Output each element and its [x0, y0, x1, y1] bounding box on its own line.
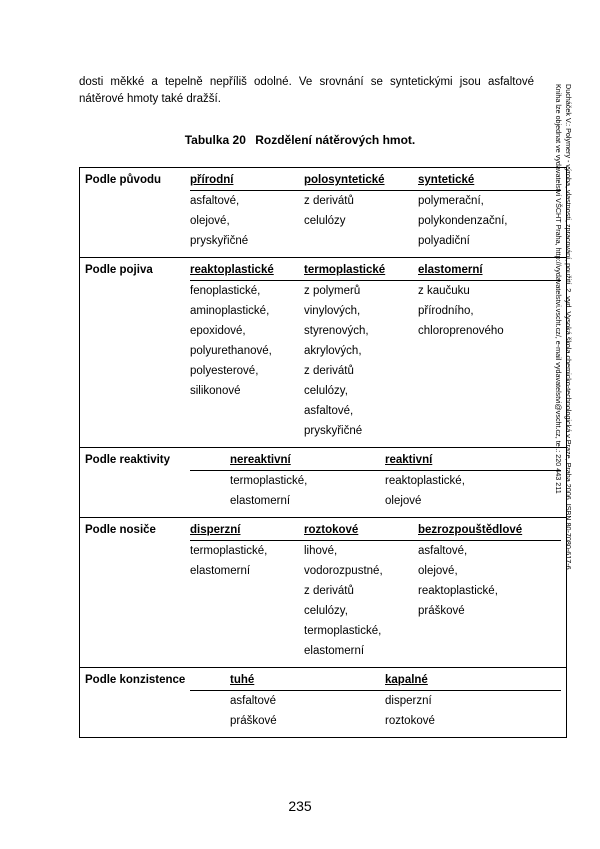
cell-value: celulózy,: [304, 385, 348, 397]
column-header: roztokové: [304, 524, 359, 536]
cell-value: pryskyřičné: [190, 235, 249, 247]
section-values: [190, 691, 566, 737]
column-header: kapalné: [385, 674, 428, 686]
value-column: [304, 191, 418, 251]
column-header: polosyntetické: [304, 174, 385, 186]
section-header-row: [190, 448, 561, 471]
cell-value: přírodního,: [418, 305, 474, 317]
section-body: [80, 448, 566, 517]
cell-value: reaktoplastické,: [418, 585, 498, 597]
column-header: reaktoplastické: [190, 264, 274, 276]
section-values: [190, 541, 566, 667]
cell-value: chloroprenového: [418, 325, 504, 337]
value-column: [418, 281, 521, 441]
cell-value: elastomerní: [304, 645, 365, 657]
table-number: Tabulka 20: [184, 133, 246, 147]
section-label: Podle původu: [85, 174, 162, 186]
cell-value: z derivátů: [304, 195, 354, 207]
cell-value: polyadiční: [418, 235, 470, 247]
cell-value: epoxidové,: [190, 325, 246, 337]
cell-value: práškové: [230, 715, 277, 727]
table-section: [80, 448, 567, 518]
column-header: termoplastické: [304, 264, 386, 276]
cell-value: z derivátů: [304, 365, 354, 377]
intro-paragraph: dosti měkké a tepelně nepříliš odolné. Ve srovnání se syntetickými jsou asfaltové nátěrové hmoty také dražší.: [79, 76, 534, 105]
column-header: syntetické: [418, 174, 475, 186]
section-values: [190, 281, 566, 447]
cell-value: vinylových,: [304, 305, 361, 317]
section-values: [190, 471, 566, 517]
cell-value: olejové,: [190, 215, 230, 227]
cell-value: aminoplastické,: [190, 305, 270, 317]
cell-value: elastomerní: [230, 495, 291, 507]
cell-value: fenoplastické,: [190, 285, 261, 297]
citation-line: Ducháček V.: Polymery - výroba, vlastnosti, zpracování, použití. 2. vyd. Vysoká škola chemicko-technologická v Praze, Praha 2006. ISBN 80-7080-617-6: [564, 84, 573, 570]
cell-value: asfaltové: [230, 695, 277, 707]
column-header: přírodní: [190, 174, 234, 186]
cell-value: reaktoplastické,: [385, 475, 465, 487]
cell-value: celulózy: [304, 215, 346, 227]
section-body: [80, 668, 566, 737]
cell-value: z derivátů: [304, 585, 354, 597]
value-column: [230, 691, 385, 731]
cell-value: roztokové: [385, 715, 435, 727]
section-header-row: [190, 168, 561, 191]
cell-value: celulózy,: [304, 605, 348, 617]
value-column: [230, 471, 385, 511]
section-header-row: [190, 668, 561, 691]
cell-value: styrenových,: [304, 325, 369, 337]
cell-value: olejové: [385, 495, 422, 507]
page-number: 235: [288, 798, 312, 814]
value-column: [190, 281, 304, 441]
cell-value: polykondenzační,: [418, 215, 508, 227]
value-column: [304, 541, 418, 661]
citation-line: Kniha lze objednat ve vydavatelství VŠCHT Praha, http://vydavatelstvi.vscht.cz/, e-mail vydavatelstvi@vscht.cz, tel.: 220 443 211: [554, 84, 564, 494]
section-body: [80, 518, 566, 667]
table-section: [80, 258, 567, 448]
cell-value: disperzní: [385, 695, 432, 707]
section-label: Podle konzistence: [85, 674, 186, 686]
value-column: [418, 541, 521, 661]
cell-value: termoplastické,: [304, 625, 382, 637]
cell-value: polyurethanové,: [190, 345, 272, 357]
table-caption: [0, 133, 600, 147]
section-label: Podle nosiče: [85, 524, 156, 536]
value-column: [385, 691, 561, 731]
cell-value: vodorozpustné,: [304, 565, 383, 577]
cell-value: z polymerů: [304, 285, 361, 297]
value-column: [418, 191, 521, 251]
value-column: [385, 471, 561, 511]
value-column: [190, 191, 304, 251]
section-body: [80, 258, 566, 447]
table-title: Rozdělení nátěrových hmot.: [255, 133, 416, 147]
column-header: disperzní: [190, 524, 241, 536]
value-column: [304, 281, 418, 441]
section-label: Podle reaktivity: [85, 454, 171, 466]
table-section: [80, 168, 567, 258]
table-section: [80, 668, 567, 738]
cell-value: silikonové: [190, 385, 241, 397]
cell-value: polymerační,: [418, 195, 484, 207]
section-header-row: [190, 258, 561, 281]
cell-value: pryskyřičné: [304, 425, 363, 437]
classification-table: [79, 167, 567, 738]
cell-value: lihové,: [304, 545, 338, 557]
section-values: [190, 191, 566, 257]
value-column: [190, 541, 304, 661]
column-header: nereaktivní: [230, 454, 291, 466]
cell-value: elastomerní: [190, 565, 251, 577]
cell-value: termoplastické,: [230, 475, 308, 487]
section-body: [80, 168, 566, 257]
section-header-row: [190, 518, 561, 541]
cell-value: asfaltové,: [304, 405, 354, 417]
cell-value: olejové,: [418, 565, 458, 577]
cell-value: akrylových,: [304, 345, 362, 357]
cell-value: polyesterové,: [190, 365, 259, 377]
section-label: Podle pojiva: [85, 264, 153, 276]
table-section: [80, 518, 567, 668]
cell-value: z kaučuku: [418, 285, 470, 297]
column-header: tuhé: [230, 674, 255, 686]
column-header: elastomerní: [418, 264, 483, 276]
cell-value: termoplastické,: [190, 545, 268, 557]
cell-value: práškové: [418, 605, 465, 617]
cell-value: asfaltové,: [418, 545, 468, 557]
cell-value: asfaltové,: [190, 195, 240, 207]
column-header: bezrozpouštědlové: [418, 524, 523, 536]
column-header: reaktivní: [385, 454, 433, 466]
